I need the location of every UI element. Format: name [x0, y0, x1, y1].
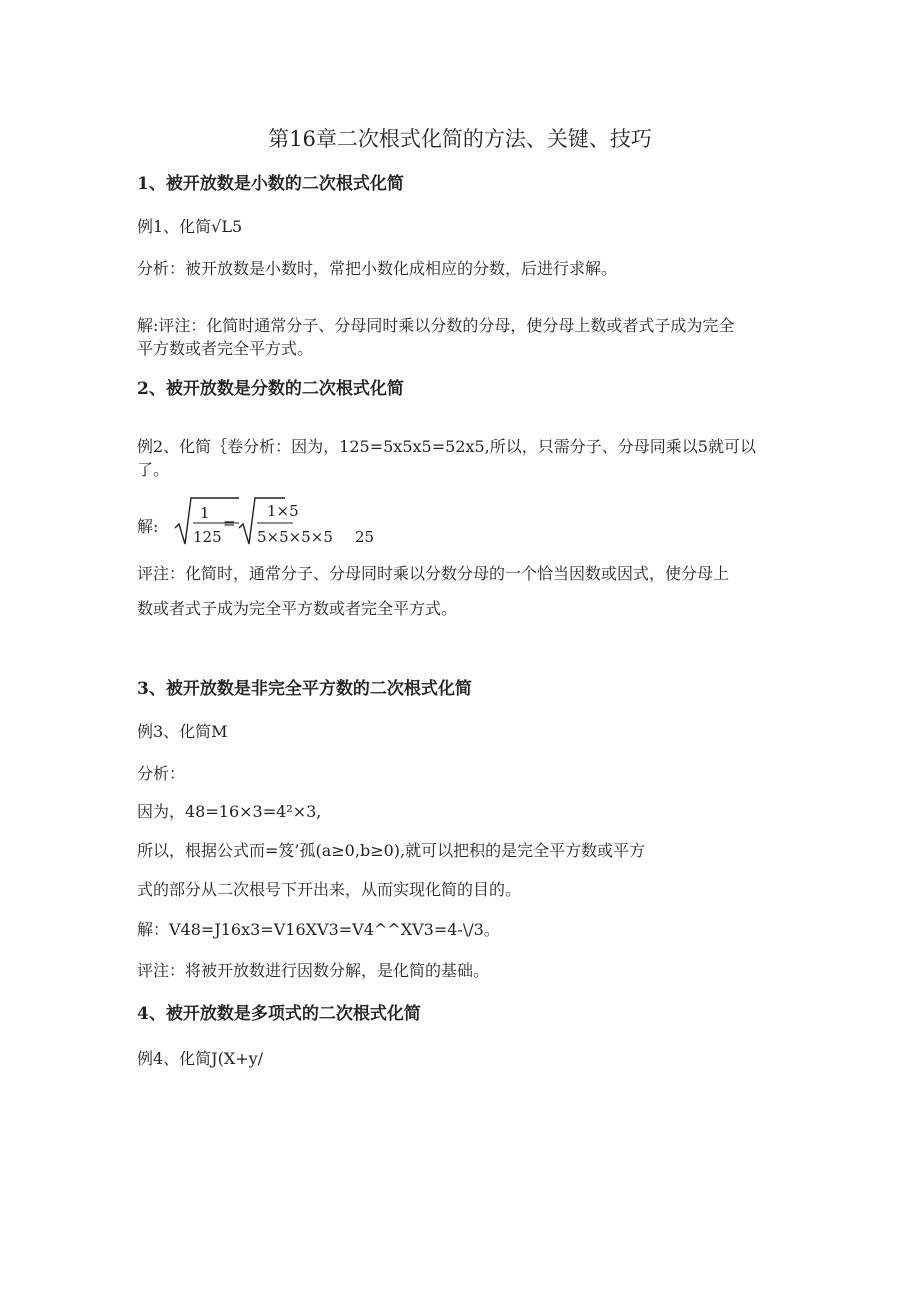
example-3: 例3、化简M	[137, 722, 228, 741]
note-3: 评注：将被开放数进行因数分解，是化简的基础。	[137, 961, 490, 980]
analysis-1: 分析：被开放数是小数时，常把小数化成相应的分数，后进行求解。	[137, 259, 618, 278]
section-4-heading: 4、被开放数是多项式的二次根式化简	[137, 1004, 421, 1024]
fraction-2-denominator: 5×5×5×5	[257, 528, 333, 546]
solution-3: 解：V48=J16x3=V16XV3=V4^^XV3=4-\/3。	[137, 920, 500, 939]
note-1-line-1: 解:评注：化简时通常分子、分母同时乘以分数的分母，使分母上数或者式子成为完全	[137, 316, 735, 335]
so-line-1: 所以，根据公式而=笈’孤(a≥0,b≥0),就可以把积的是完全平方数或平方	[137, 841, 646, 860]
equals-sign: =	[223, 514, 236, 532]
example-2-line-2: 了。	[137, 460, 170, 479]
analysis-3: 分析：	[137, 764, 186, 783]
fraction-1-denominator: 125	[193, 528, 222, 546]
fraction-1-numerator: 1	[200, 504, 210, 522]
note-2-line-2: 数或者式子成为完全平方数或者完全平方式。	[137, 599, 458, 618]
page-title: 第16章二次根式化简的方法、关键、技巧	[268, 127, 652, 151]
so-line-2: 式的部分从二次根号下开出来，从而实现化简的目的。	[137, 880, 522, 899]
section-1-heading: 1、被开放数是小数的二次根式化简	[137, 174, 404, 194]
note-2-line-1: 评注：化简时，通常分子、分母同时乘以分数分母的一个恰当因数或因式，使分母上	[137, 564, 730, 583]
section-2-heading: 2、被开放数是分数的二次根式化简	[137, 379, 404, 399]
example-1: 例1、化简√L5	[137, 217, 243, 236]
example-2-line-1: 例2、化简｛卷分析：因为，125=5x5x5=52x5,所以，只需分子、分母同乘以5就可以	[137, 437, 756, 456]
note-1-line-2: 平方数或者完全平方式。	[137, 339, 314, 358]
section-3-heading: 3、被开放数是非完全平方数的二次根式化简	[137, 679, 472, 699]
fraction-2-numerator: 1×5	[267, 502, 299, 520]
solution-label: 解:	[137, 517, 159, 536]
because-line: 因为，48=16×3=4²×3,	[137, 802, 322, 821]
fraction-equation	[137, 496, 537, 548]
example-4: 例4、化简J(X+y/	[137, 1049, 264, 1068]
fraction-3-denominator: 25	[355, 528, 375, 546]
